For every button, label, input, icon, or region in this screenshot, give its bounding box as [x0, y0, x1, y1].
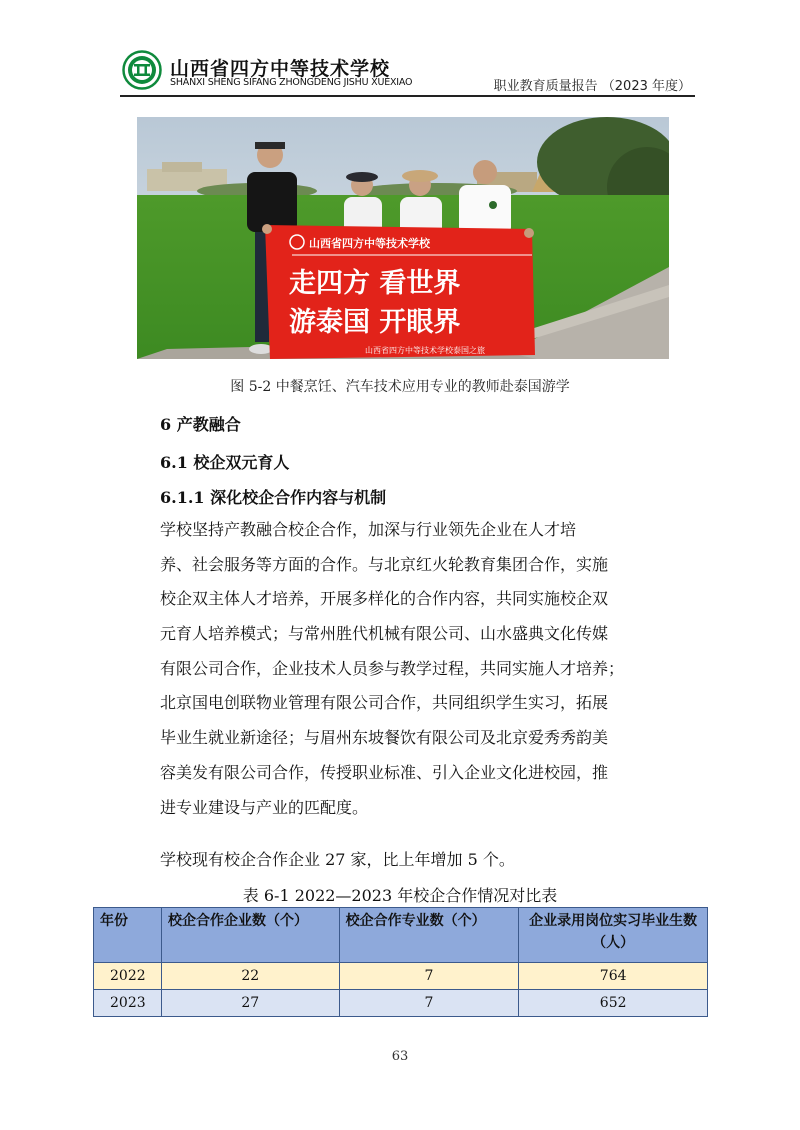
table-row	[94, 963, 708, 990]
cell-enterprises: 27	[161, 990, 339, 1017]
cell-graduates: 652	[519, 990, 708, 1017]
header-divider	[120, 95, 695, 97]
paragraph-line: 进专业建设与产业的匹配度。	[160, 797, 369, 817]
paragraph-line: 养、社会服务等方面的合作。与北京红火轮教育集团合作，实施	[160, 554, 609, 574]
paragraph-line: 北京国电创联物业管理有限公司合作，共同组织学生实习，拓展	[160, 693, 609, 713]
cell-majors: 7	[339, 990, 519, 1017]
banner-slogan-2: 游泰国 开眼界	[289, 307, 461, 338]
banner-school-text: 山西省四方中等技术学校	[309, 237, 430, 250]
school-name-en: SHANXI SHENG SIFANG ZHONGDENG JISHU XUEXIAO	[170, 77, 413, 88]
header-majors: 校企合作专业数（个）	[339, 908, 519, 963]
paragraph-line: 校企双主体人才培养，开展多样化的合作内容，共同实施校企双	[160, 589, 609, 609]
cell-year: 2022	[94, 963, 162, 990]
header-year: 年份	[94, 908, 162, 963]
photo-illustration	[137, 117, 669, 359]
school-logo-icon	[122, 50, 162, 90]
section-heading-6-1-1: 6.1.1 深化校企合作内容与机制	[160, 488, 387, 507]
header-graduates: 企业录用岗位实习毕业生数（人）	[519, 908, 708, 963]
banner-footer-text: 山西省四方中等技术学校泰国之旅	[365, 346, 485, 355]
table-row	[94, 990, 708, 1017]
body-paragraph-2: 学校现有校企合作企业 27 家，比上年增加 5 个。	[160, 850, 515, 869]
cooperation-table	[93, 907, 708, 1017]
table-header-row	[94, 908, 708, 963]
figure-caption: 图 5-2 中餐烹饪、汽车技术应用专业的教师赴泰国游学	[230, 379, 570, 395]
table-title: 表 6-1 2022—2023 年校企合作情况对比表	[242, 886, 558, 905]
school-name-cn: 山西省四方中等技术学校	[170, 58, 391, 80]
paragraph-line: 容美发有限公司合作，传授职业标准、引入企业文化进校园，推	[160, 762, 609, 782]
paragraph-line: 毕业生就业新途径；与眉州东坡餐饮有限公司及北京爱秀秀韵美	[160, 728, 609, 748]
paragraph-line: 有限公司合作，企业技术人员参与教学过程，共同实施人才培养；	[160, 658, 625, 678]
cell-year: 2023	[94, 990, 162, 1017]
banner-slogan-1: 走四方 看世界	[289, 268, 461, 299]
paragraph-line: 元育人培养模式；与常州胜代机械有限公司、山水盛典文化传媒	[160, 624, 609, 644]
paragraph-line: 学校坚持产教融合校企合作，加深与行业领先企业在人才培	[160, 520, 577, 539]
cell-majors: 7	[339, 963, 519, 990]
section-heading-6-1: 6.1 校企双元育人	[160, 453, 290, 472]
cell-graduates: 764	[519, 963, 708, 990]
group-photo	[137, 117, 669, 359]
section-heading-6: 6 产教融合	[160, 415, 241, 434]
page-header	[120, 48, 695, 94]
cell-enterprises: 22	[161, 963, 339, 990]
body-paragraph-1	[160, 513, 680, 825]
header-enterprises: 校企合作企业数（个）	[161, 908, 339, 963]
page-number: 63	[391, 1049, 409, 1064]
report-title: 职业教育质量报告 （2023 年度）	[493, 79, 691, 94]
